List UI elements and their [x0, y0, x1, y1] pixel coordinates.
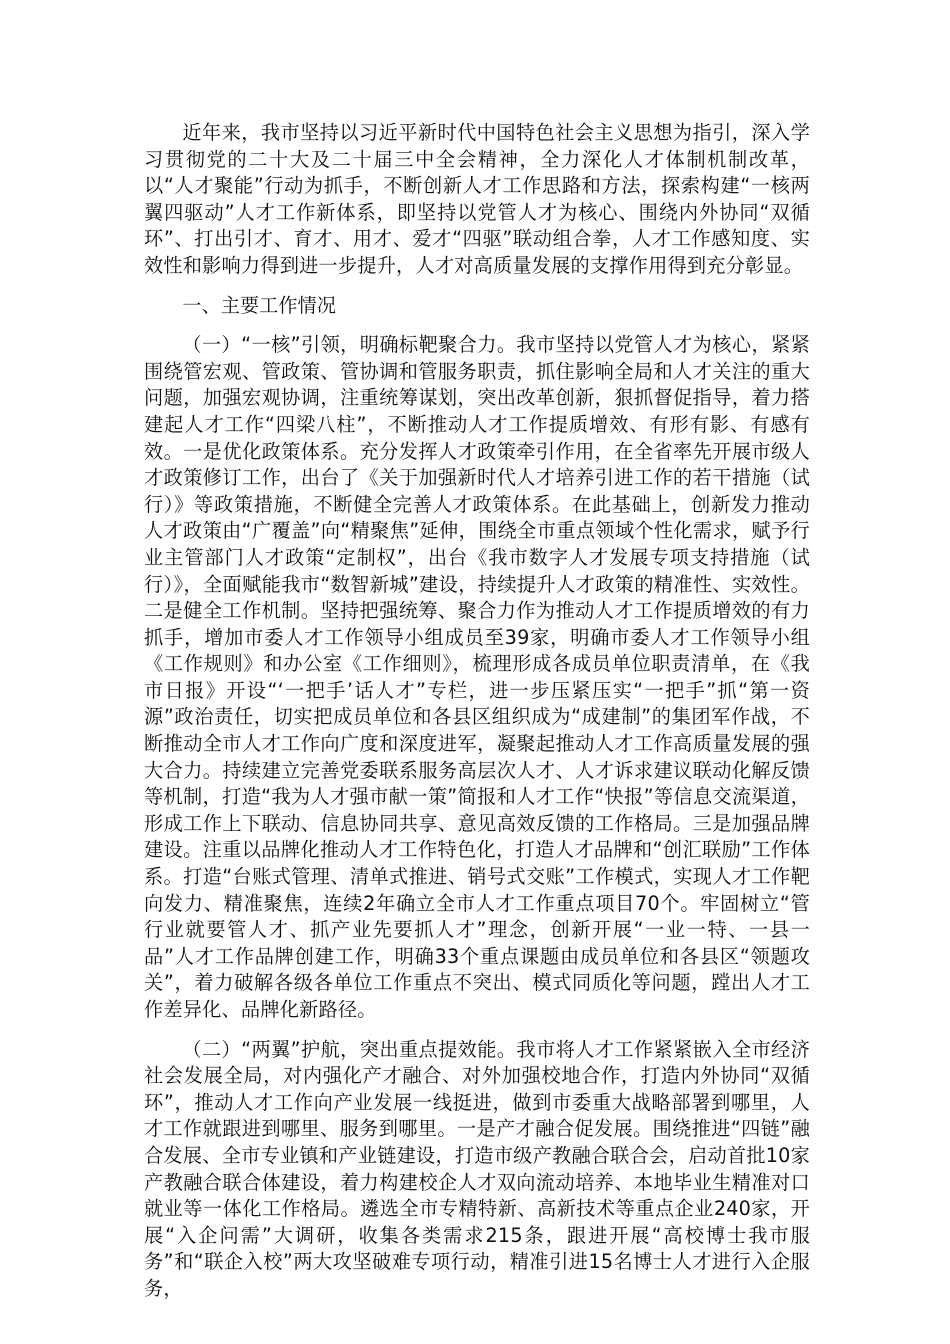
section1-paragraph: （一）“一核”引领，明确标靶聚合力。我市坚持以党管人才为核心，紧紧围绕管宏观、管政策、管协调和管服务职责，抓住影响全局和人才关注的重大问题，加强宏观协调，注重统筹谋划，突出改革创新，狠抓督促指导，着力搭建起人才工作“四梁八柱”，不断推动人才工作提质增效、有形有影、有感有效。一是优化政策体系。充分发挥人才政策牵引作用，在全省率先开展市级人才政策修订工作，出台了《关于加强新时代人才培养引进工作的若干措施（试行）》等政策措施，不断健全完善人才政策体系。在此基础上，创新发力推动人才政策由“广覆盖”向“精聚焦”延伸，围绕全市重点领域个性化需求，赋予行业主管部门人才政策“定制权”，出台《我市数字人才发展专项支持措施（试行）》，全面赋能我市“数智新城”建设，持续提升人才政策的精准性、实效性。二是健全工作机制。坚持把强统筹、聚合力作为推动人才工作提质增效的有力抓手，增加市委人才工作领导小组成员至39家，明确市委人才工作领导小组《工作规则》和办公室《工作细则》，梳理形成各成员单位职责清单，在《我市日报》开设“‘一把手’话人才”专栏，进一步压紧压实“一把手”抓“第一资源”政治责任，切实把成员单位和各县区组织成为“成建制”的集团军作战，不断推动全市人才工作向广度和深度进军，凝聚起推动人才工作高质量发展的强大合力。持续建立完善党委联系服务高层次人才、人才诉求建议联动化解反馈等机制，打造“我为人才强市献一策”简报和人才工作“快报”等信息交流渠道，形成工作上下联动、信息协同共享、意见高效反馈的工作格局。三是加强品牌建设。注重以品牌化推动人才工作特色化，打造人才品牌和“创汇联励”工作体系。打造“台账式管理、清单式推进、销号式交账”工作模式，实现人才工作靶向发力、精准聚焦，连续2年确立全市人才工作重点项目70个。牢固树立“管行业就要管人才、抓产业先要抓人才”理念，创新开展“一业一特、一县一品”人才工作品牌创建工作，明确33个重点课题由成员单位和各县区“领题攻关”，着力破解各级各单位工作重点不突出、模式同质化等问题，蹚出人才工作差异化、品牌化新路径。 — [144, 333, 810, 1021]
paragraph-gap — [144, 319, 810, 332]
document-page — [144, 120, 810, 1303]
section2-paragraph: （二）“两翼”护航，突出重点提效能。我市将人才工作紧紧嵌入全市经济社会发展全局，对内强化产才融合、对外加强校地合作，打造内外协同“双循环”，推动人才工作向产业发展一线挺进，做到市委重大战略部署到哪里，人才工作就跟进到哪里、服务到哪里。一是产才融合促发展。围绕推进“四链”融合发展、全市专业镇和产业链建设，打造市级产教融合联合会，启动首批10家产教融合联合体建设，着力构建校企人才双向流动培养、本地毕业生精准对口就业等一体化工作格局。遴选全市专精特新、高新技术等重点企业240家，开展“入企问需”大调研，收集各类需求215条，跟进开展“高校博士我市服务”和“联企入校”两大攻坚破难专项行动，精准引进15名博士人才进行入企服务， — [144, 1037, 810, 1300]
paragraph-gap — [144, 1024, 810, 1037]
paragraph-gap — [144, 280, 810, 293]
section-heading: 一、主要工作情况 — [182, 293, 336, 317]
intro-paragraph: 近年来，我市坚持以习近平新时代中国特色社会主义思想为指引，深入学习贯彻党的二十大及二十届三中全会精神，全力深化人才体制机制改革，以“人才聚能”行动为抓手，不断创新人才工作思路和方法，探索构建“一核两翼四驱动”人才工作新体系，即坚持以党管人才为核心、围绕内外协同“双循环”、打出引才、育才、用才、爱才“四驱”联动组合拳，人才工作感知度、实效性和影响力得到进一步提升，人才对高质量发展的支撑作用得到充分彰显。 — [144, 121, 810, 277]
